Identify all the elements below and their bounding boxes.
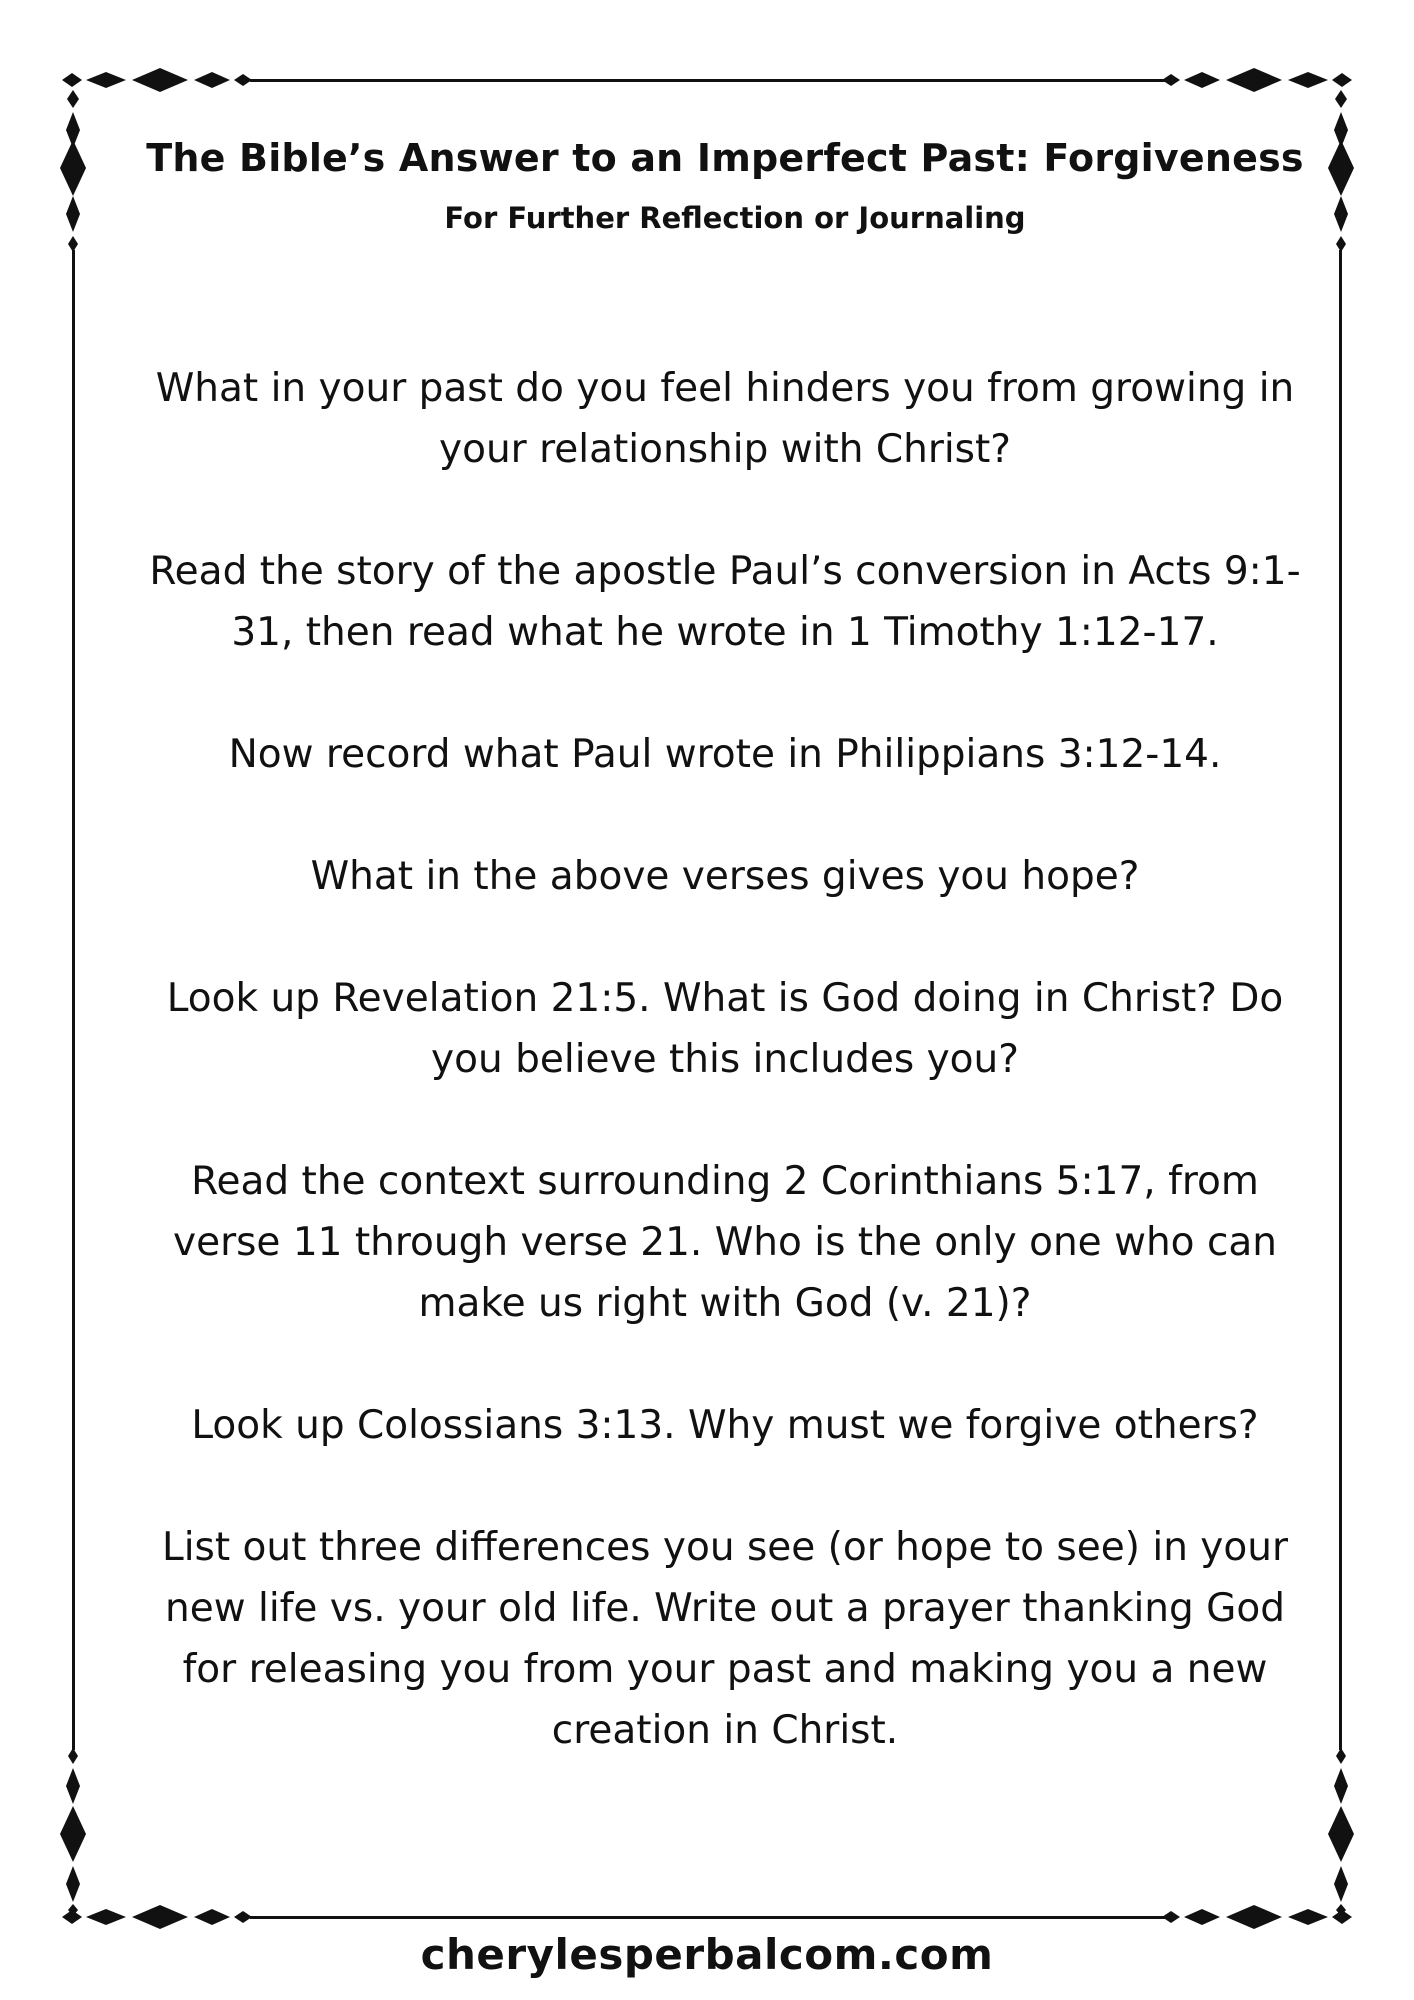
bottom-right-diamond-icon [1162, 1905, 1352, 1929]
right-border-line [1339, 250, 1342, 1750]
question-list [140, 358, 1310, 1822]
page-subtitle: For Further Reflection or Journaling [444, 201, 1026, 235]
question-item: Read the story of the apostle Paul’s conversion in Acts 9:1-31, then read what he wrote in 1 Timothy 1:12-17. [149, 549, 1301, 655]
bottom-border-line [250, 1916, 1170, 1919]
question-item: What in the above verses gives you hope? [310, 854, 1140, 899]
page-title: The Bible’s Answer to an Imperfect Past: Forgiveness [146, 136, 1304, 180]
question-item: What in your past do you feel hinders you from growing in your relationship with Christ? [155, 366, 1295, 472]
right-bottom-diamond-icon [1328, 1748, 1354, 1916]
top-left-diamond-icon [62, 68, 252, 92]
website-footer: cherylesperbalcom.com [420, 1930, 994, 1979]
question-item: List out three differences you see (or hope to see) in your new life vs. your old life. Write out a prayer thanking God for releasing you from your past and making you a new creation in Christ. [161, 1525, 1288, 1753]
top-border-line [250, 79, 1170, 82]
question-item: Read the context surrounding 2 Corinthians 5:17, from verse 11 through verse 21. Who is the only one who can make us right with God (v. 21)? [173, 1159, 1277, 1326]
top-right-diamond-icon [1162, 68, 1352, 92]
left-border-line [72, 250, 75, 1750]
left-top-diamond-icon [60, 90, 86, 252]
question-item: Now record what Paul wrote in Philippians 3:12-14. [228, 732, 1222, 777]
bottom-left-diamond-icon [62, 1905, 252, 1929]
left-bottom-diamond-icon [60, 1748, 86, 1916]
question-item: Look up Colossians 3:13. Why must we forgive others? [191, 1403, 1259, 1448]
question-item: Look up Revelation 21:5. What is God doing in Christ? Do you believe this includes you? [166, 976, 1284, 1082]
